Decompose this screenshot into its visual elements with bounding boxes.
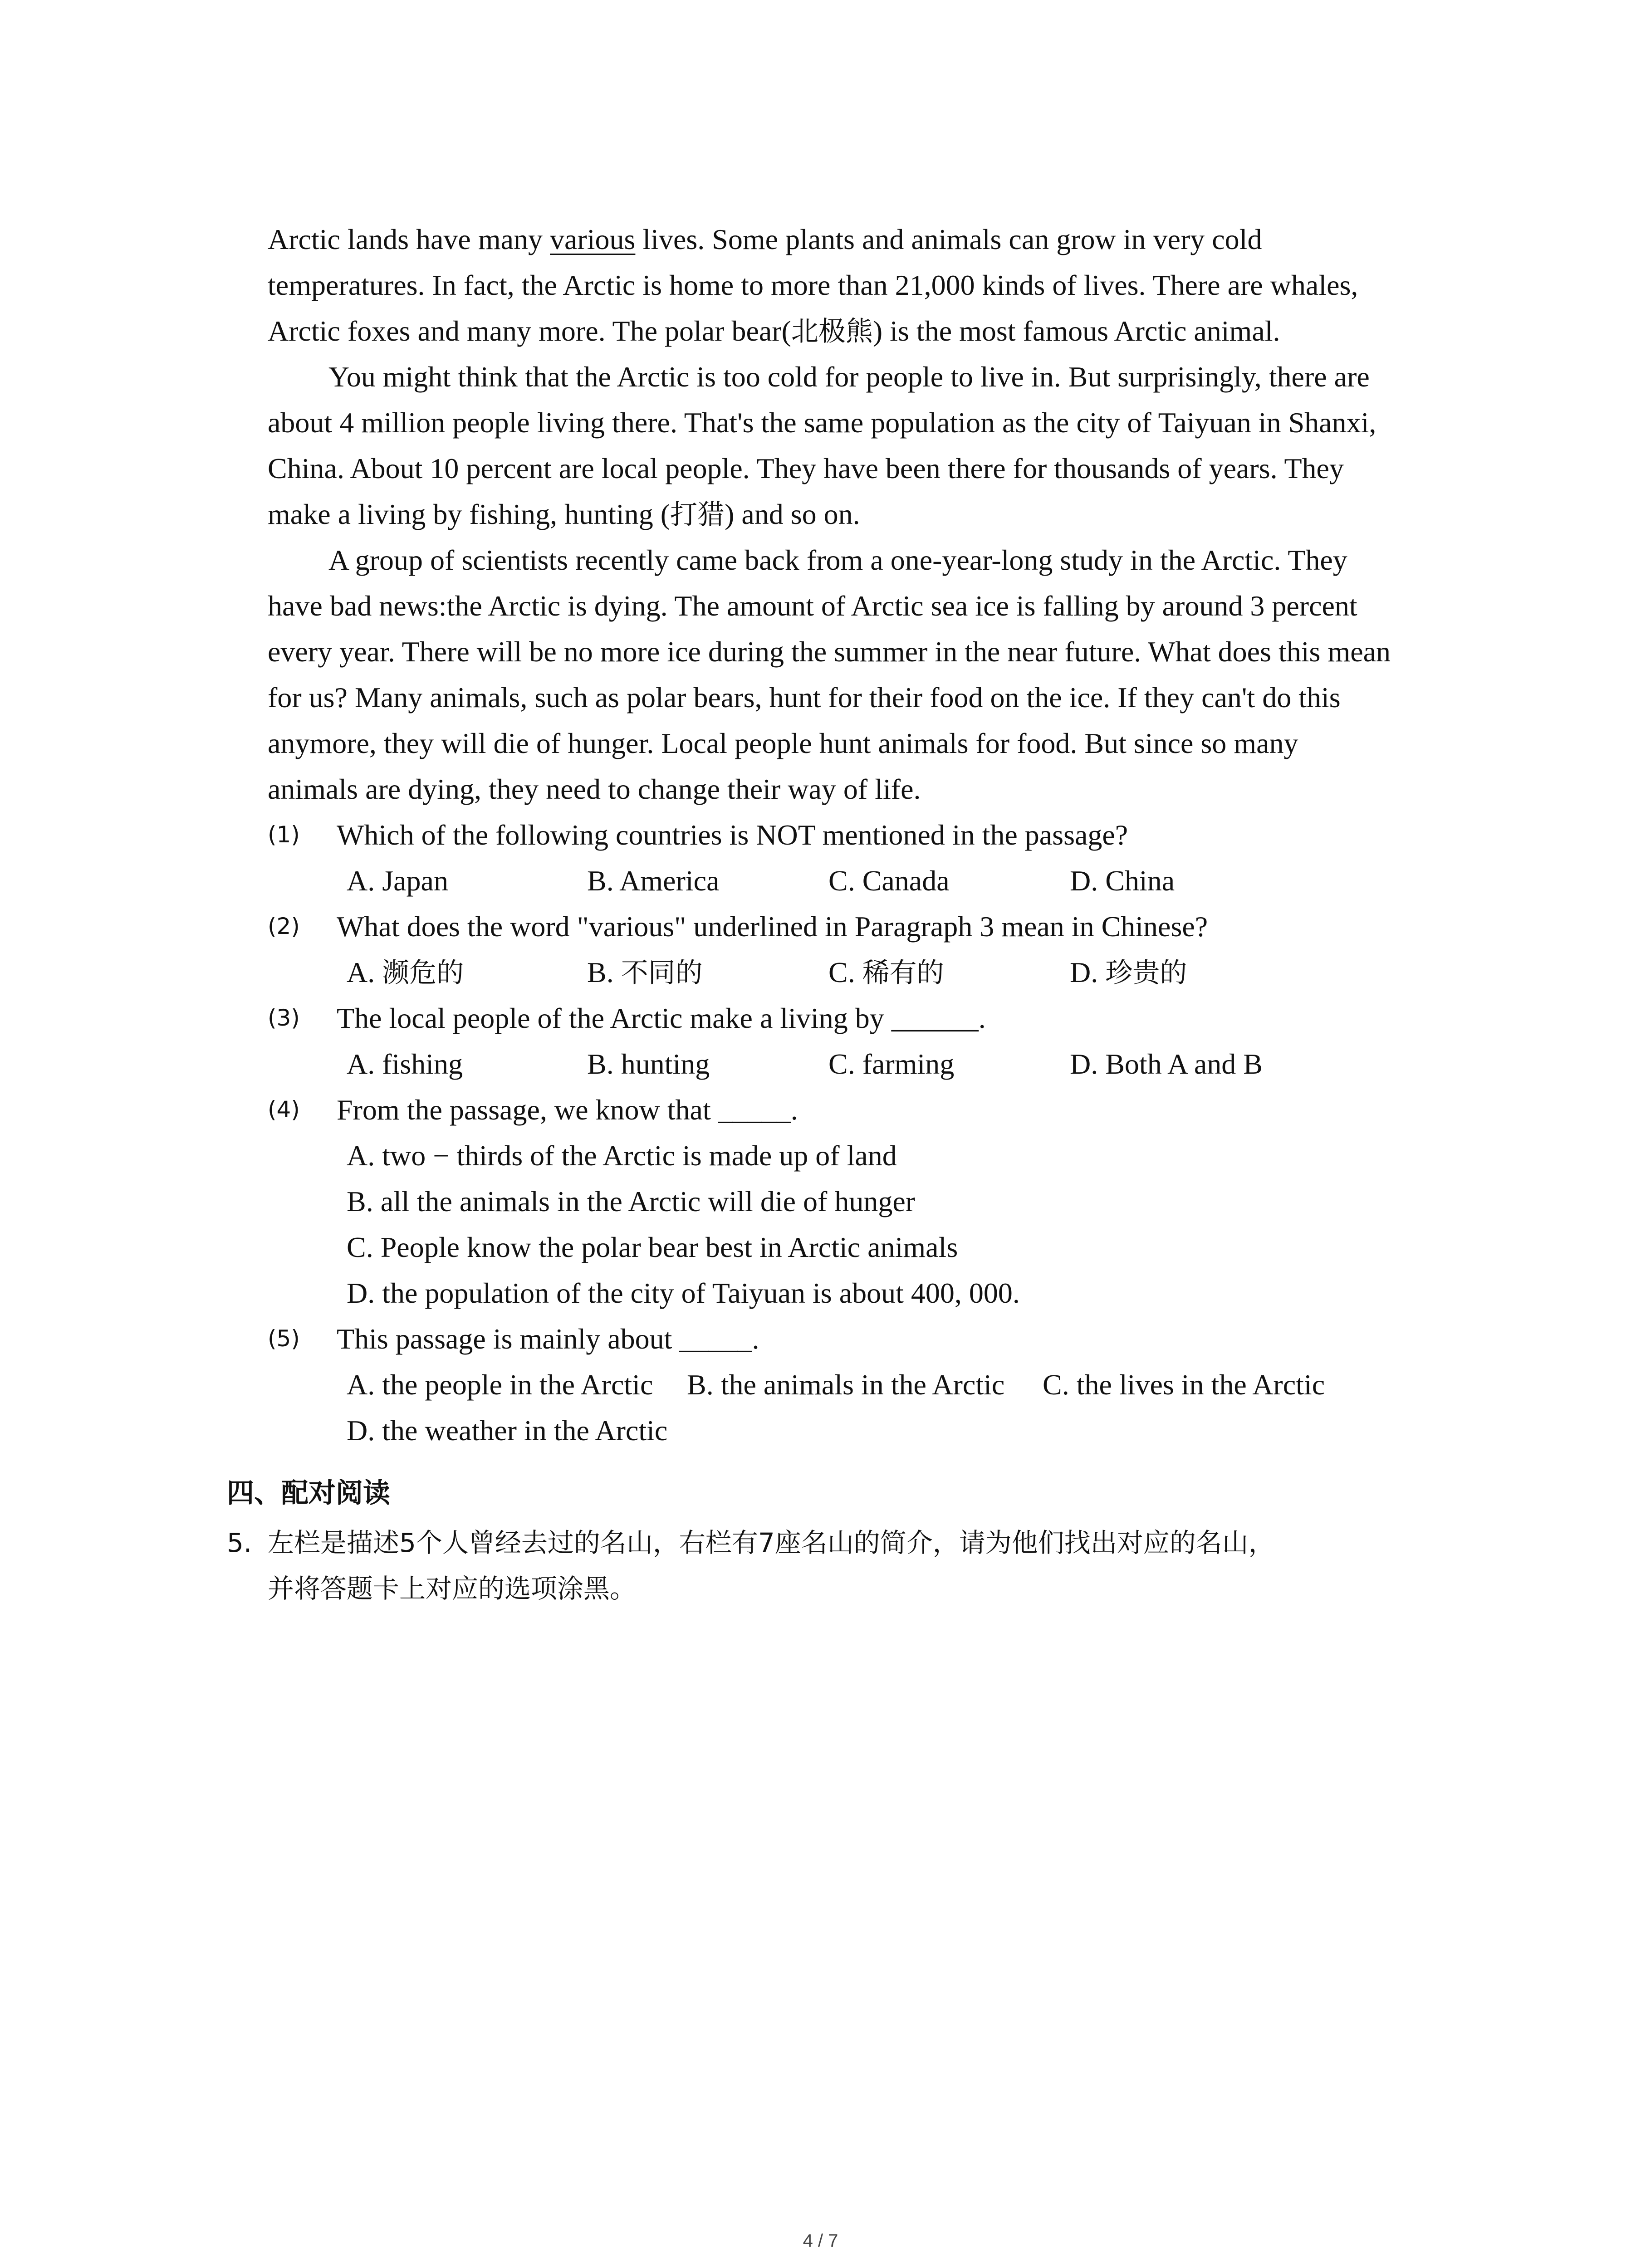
option-b: B. hunting [587,1048,710,1080]
passage-p3-line6: animals are dying, they need to change their way of life. [268,773,921,805]
text-run: Arctic foxes and many more. The polar bear( [268,315,791,347]
text-run: Arctic lands have many [268,223,550,255]
option-text: 珍贵的 [1105,957,1187,989]
option-d: D. the population of the city of Taiyuan is about 400, 000. [347,1277,1020,1309]
option-letter: A. [347,956,382,988]
chinese-gloss: 打猎 [670,499,725,531]
option-d: D. Both A and B [1070,1048,1263,1080]
passage-p3-line3: every year. There will be no more ice during the summer in the near future. What does this mean [268,635,1391,668]
option-c: C. farming [828,1048,955,1080]
option-c: C. the lives in the Arctic [1043,1369,1325,1401]
passage-p2-line1: You might think that the Arctic is too cold for people to live in. But surprisingly, there are [328,361,1370,393]
option-c: C. People know the polar bear best in Arctic animals [347,1231,958,1263]
option-c: C. Canada [828,865,950,897]
option-a: A. Japan [347,865,448,897]
item-number: 5. [227,1527,252,1558]
passage-p1-line1 [268,225,1262,254]
option-text: 濒危的 [382,957,464,989]
option-b: B. all the animals in the Arctic will die of hunger [347,1185,916,1217]
option-a: A. two − thirds of the Arctic is made up of land [347,1139,897,1172]
passage-p2-line4 [268,500,860,529]
instruction-line1: 左栏是描述5个人曾经去过的名山，右栏有7座名山的简介，请为他们找出对应的名山， [268,1527,1275,1558]
question-number: (1) [268,821,300,848]
text-run: ) and so on. [725,498,860,530]
option-c [828,958,944,987]
option-text: 稀有的 [862,957,944,989]
option-b: B. America [587,865,720,897]
question-number: (3) [268,1005,300,1031]
question-number: (2) [268,913,300,939]
option-d [1070,958,1187,987]
passage-p3-line5: anymore, they will die of hunger. Local people hunt animals for food. But since so many [268,727,1298,759]
passage-p3-line2: have bad news:the Arctic is dying. The amount of Arctic sea ice is falling by around 3 percent [268,590,1357,622]
option-letter: D. [1070,956,1106,988]
underlined-word: various [550,223,636,255]
instruction-line2: 并将答题卡上对应的选项涂黑。 [268,1573,637,1604]
option-d: D. China [1070,865,1175,897]
text-run: lives. Some plants and animals can grow in very cold [635,223,1262,255]
question-text: This passage is mainly about _____. [337,1323,759,1355]
question-text: What does the word "various" underlined in Paragraph 3 mean in Chinese? [337,910,1208,943]
option-b [587,958,703,987]
option-a [347,958,464,987]
passage-p2-line2: about 4 million people living there. That's the same population as the city of Taiyuan in Shanxi, [268,406,1376,439]
chinese-gloss: 北极熊 [791,316,873,347]
option-letter: B. [587,956,621,988]
passage-p3-line1: A group of scientists recently came back from a one-year-long study in the Arctic. They [328,544,1347,576]
question-text: From the passage, we know that _____. [337,1094,798,1126]
question-text: The local people of the Arctic make a living by ______. [337,1002,986,1034]
section-heading: 四、配对阅读 [227,1477,390,1509]
question-text: Which of the following countries is NOT mentioned in the passage? [337,819,1128,851]
option-a: A. the people in the Arctic [347,1369,653,1401]
option-letter: C. [828,956,862,988]
option-d: D. the weather in the Arctic [347,1414,668,1447]
passage-p2-line3: China. About 10 percent are local people. They have been there for thousands of years. They [268,452,1344,484]
page-number: 4 / 7 [803,2231,838,2251]
question-number: (5) [268,1325,300,1352]
passage-p3-line4: for us? Many animals, such as polar bears, hunt for their food on the ice. If they can't do this [268,681,1341,714]
text-run: make a living by fishing, hunting ( [268,498,670,530]
option-b: B. the animals in the Arctic [687,1369,1005,1401]
passage-p1-line2: temperatures. In fact, the Arctic is home to more than 21,000 kinds of lives. There are whales, [268,269,1358,301]
passage-p1-line3 [268,317,1280,346]
option-text: 不同的 [621,957,703,989]
text-run: ) is the most famous Arctic animal. [872,315,1280,347]
question-number: (4) [268,1096,300,1123]
option-a: A. fishing [347,1048,463,1080]
